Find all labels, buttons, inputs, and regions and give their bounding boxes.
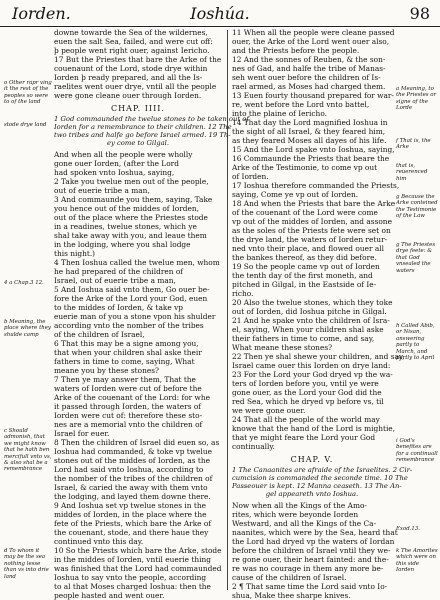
verse-line: ned vnto their place, and flowed ouer all (232, 244, 384, 253)
verse-line: the bankes thereof, as they did before. (232, 253, 377, 262)
verse-line: What meane these stones? (232, 343, 333, 352)
verse-line: to al that Moses charged Ioshua: then the (54, 582, 211, 591)
verse-line: the Lord had dryed vp the waters of Iordan (232, 537, 395, 546)
argument-line: 1 God commaunded the twelue stones to be taken out of (54, 115, 249, 123)
verse-line: red Sea, which he dryed vp before vs, til (232, 397, 384, 406)
verse-line: 10 So the Priests which bare the Arke, stode (54, 546, 222, 555)
verse-line: continually. (232, 442, 275, 451)
verse-line: the lodging, and layed them downe there. (54, 492, 211, 501)
verse-line: nes are a memorial vnto the children of (54, 420, 203, 429)
verse-line: And when all the people were wholly (54, 150, 193, 159)
margin-note: i God's benefites are for a continuall remembrance (396, 438, 438, 464)
verse-line: 8 Then the children of Israel did euen so, as (54, 438, 220, 447)
left-column-text-a (54, 28, 222, 100)
verse-line: continued vnto this day. (54, 537, 144, 546)
margin-note: 4 a Chap.3 12. (4, 280, 44, 286)
argument-line: gel appeareth vnto Ioshua. (265, 490, 359, 498)
verse-line: 3 And commaunde you them, saying, Take (54, 195, 213, 204)
verse-line: 13 Euen fourty thousand prepared for war- (232, 91, 394, 100)
margin-reference: Exod.13. (396, 526, 420, 532)
verse-line: 5 And Ioshua said vnto them, Go ouer be- (54, 285, 210, 294)
verse-line: shal take away with you, and leaue them (54, 231, 207, 240)
verse-line: 4 Then Ioshua called the twelue men, whom (54, 258, 220, 267)
right-margin-notes (396, 28, 438, 594)
verse-line: richo. (232, 289, 254, 298)
margin-note: d To whom it may be the sea nothing lesse than vs into drie land (4, 548, 49, 580)
verse-line: gone ouer, as the Lord your God did the (232, 388, 382, 397)
verse-line: shua, Make thee sharpe knives. (232, 591, 351, 600)
verse-line: fathers in time to come, saying, What (54, 357, 195, 366)
verse-line: it passed through Iorden, the waters of (54, 402, 202, 411)
verse-line: before the children of Israel vntil they we- (232, 546, 391, 555)
chapter-heading-4: CHAP. IIII. (111, 104, 165, 113)
verse-line: 17 But the Priestes that bare the Arke of the (54, 55, 222, 64)
verse-line: 16 Commaunde the Priests that beare the (232, 154, 390, 163)
verse-line: to the middes of Iorden, & take vp (54, 303, 183, 312)
verse-line: euerie man of you a stone vpon his shulder (54, 312, 216, 321)
verse-line: downe towarde the Sea of the wildernes, (54, 28, 208, 37)
verse-line: stones out of the middes of Iorden, as the (54, 456, 211, 465)
verse-line: of Iorden. (232, 172, 269, 181)
verse-line: 19 So the people came vp out of Iorden (232, 262, 380, 271)
verse-line: of the children of Israel, (54, 330, 145, 339)
verse-line: meane you by these stones? (54, 366, 159, 375)
verse-line: knowe that the hand of the Lord is mightie, (232, 424, 396, 433)
verse-line: was finished that the Lord had commaunded (54, 564, 222, 573)
verse-line: re, went before the Lord vnto battel, (232, 100, 370, 109)
chapter-5-argument (232, 466, 413, 498)
verse-line: couenaunt of the Lord, stode drye within (54, 64, 208, 73)
verse-line: nes of Gad, and halfe the tribe of Manas- (232, 64, 386, 73)
verse-line: you hence out of the middes of Iorden, (54, 204, 200, 213)
verse-line: that when your children shal aske their (54, 348, 202, 357)
argument-line: ey come to Gilgal. (106, 139, 170, 147)
verse-line: Israel for euer. (54, 429, 110, 438)
verse-line: rael armed, as Moses had charged them. (232, 82, 386, 91)
verse-line: 20 Also the twelue stones, which they toke (232, 298, 393, 307)
verse-line: re was no courage in them any more be- (232, 564, 384, 573)
verse-line: in the lodging, where you shal lodge (54, 240, 191, 249)
verse-line: Westward, and all the Kings of the Ca- (232, 519, 377, 528)
verse-line: 12 And the sonnes of Reuben, & the son- (232, 55, 386, 64)
verse-line: cause of the children of Israel. (232, 573, 347, 582)
verse-line: fore the Arke of the Lord your God, euen (54, 294, 208, 303)
verse-line: Israel, & caried the away with them vnto (54, 483, 208, 492)
verse-line: naanites, which were by the Sea, heard that (232, 528, 398, 537)
verse-line: 21 And he spake vnto the children of Isra- (232, 316, 390, 325)
verse-line: 2 ¶ That same time the Lord said vnto Io- (232, 582, 388, 591)
verse-line: the couenant, stode, and there haue they (54, 528, 209, 537)
verse-line: gone ouer Iorden, (after the Lord (54, 159, 179, 168)
verse-line: 9 And Ioshua set vp twelue stones in the (54, 501, 206, 510)
verse-line: the drye land, the waters of Iorden retur- (232, 235, 388, 244)
verse-line: of the couenant of the Lord were come (232, 208, 378, 217)
margin-note: c Should admonish, that we might know that he hath ben mercifull vnto vs, & also shal be a remembrance (4, 428, 52, 473)
verse-line: 18 And when the Priests that bare the Arke (232, 199, 396, 208)
verse-line: el, saying, When your children shal aske (232, 325, 384, 334)
verse-line: according vnto the nomber of the tribes (54, 321, 204, 330)
chapter-4-argument (54, 115, 249, 147)
right-column-text-b (232, 501, 398, 600)
verse-line: rites, which were beyonde Iorden (232, 510, 359, 519)
verse-line: middes of Iorden, in the place where the (54, 510, 207, 519)
right-column-text-a (232, 28, 405, 451)
left-column-text-b (54, 150, 222, 600)
argument-line: Iorden for a remembrance to their children. 12 The (54, 123, 232, 131)
verse-line: Now when all the Kings of the Amo- (232, 501, 367, 510)
verse-line: as they feared Moses all dayes of his life. (232, 136, 387, 145)
verse-line: 23 For the Lord your God dryed vp the wa- (232, 370, 393, 379)
verse-line: and the Priests before the people. (232, 46, 360, 55)
verse-line: 22 Then ye shal shewe your children, and say, (232, 352, 405, 361)
running-header (0, 4, 440, 27)
verse-line: 17 Ioshua therefore commanded the Priests, (232, 181, 400, 190)
verse-line: as the soles of the Priests fete were set on (232, 226, 391, 235)
margin-note: that is, reuerenced him (396, 163, 428, 182)
verse-line: 2 Take you twelue men out of the people, (54, 177, 209, 186)
margin-note: h Called Abib, or Nisan, answering partly to March, and partly to April (396, 323, 435, 362)
verse-line: 24 That all the people of the world may (232, 415, 380, 424)
verse-line: were gone cleane ouer through Iorden. (54, 91, 202, 100)
verse-line: in a readines, twelue stones, which ye (54, 222, 197, 231)
argument-line: cumcision is commanded the seconde time. 10 The (232, 474, 408, 482)
verse-line: vp out of the middes of Iorden, and assone (232, 217, 392, 226)
verse-line: had spoken vnto Ioshua, saying, (54, 168, 175, 177)
margin-note: g The Priestes drye feete: & that God vnsealed the waters (396, 242, 436, 274)
verse-line: he had prepared of the children of (54, 267, 184, 276)
verse-line: 6 That this may be a signe among you, (54, 339, 199, 348)
verse-line: þ people went right ouer, against Iericho. (54, 46, 210, 55)
verse-line: saying, Come ye vp out of Iorden. (232, 190, 359, 199)
verse-line: out of euerie tribe a man, (54, 186, 150, 195)
verse-line: in the middes of Iorden, vntil euerie thing (54, 555, 211, 564)
verse-line: 11 When all the people were cleane passed (232, 28, 395, 37)
verse-line: Israel, out of euerie tribe a man, (54, 276, 176, 285)
verse-line: this night.) (54, 249, 96, 258)
verse-line: Iorden þ ready prepared, and all the Is- (54, 73, 203, 82)
verse-line: Ioshua to say vnto the people, according (54, 573, 207, 582)
verse-line: pitched in Gilgal, in the Eastside of Ie- (232, 280, 377, 289)
verse-line: Arke of the Testimonie, to come vp out (232, 163, 378, 172)
verse-line: 7 Then ye may answer them, That the (54, 375, 196, 384)
margin-note: b Meaning, the place where they shulde camp (4, 319, 51, 338)
verse-line: euen the salt Sea, failed, and were cut off: (54, 37, 213, 46)
verse-line: that ye might feare the Lord your God (232, 433, 376, 442)
chapter-heading-5: CHAP. V. (290, 455, 334, 464)
verse-line: their fathers in time to come, and say, (232, 334, 375, 343)
margin-note: g Because the Arke conteined the Testimonie of the Law (396, 194, 438, 220)
verse-line: fete of the Priests, which bare the Arke of (54, 519, 212, 528)
left-column (54, 28, 249, 600)
margin-note: a Meaning, to the Priestes or signe of the Lorde (396, 86, 437, 112)
verse-line: people hasted and went ouer. (54, 591, 165, 600)
verse-line: re gone ouer, their heart fainted: and the- (232, 555, 389, 564)
verse-line: Lord had said vnto Ioshua, according to (54, 465, 204, 474)
header-left: Iorden. (12, 4, 71, 23)
left-margin-notes (4, 28, 52, 594)
verse-line: Arke of the couenant of the Lord: for whe (54, 393, 211, 402)
margin-note: k The Amorites which were on this side Iorden (396, 548, 438, 574)
page-body (0, 28, 440, 600)
verse-line: out of Iorden, did Ioshua pitche in Gilgal. (232, 307, 387, 316)
verse-line: out of the place where the Priestes stode (54, 213, 208, 222)
verse-line: Ioshua had commanded, & toke vp twelue (54, 447, 212, 456)
verse-line: Iorden were cut of: therefore these sto- (54, 411, 203, 420)
verse-line: into the plaine of Iericho. (232, 109, 327, 118)
argument-line: Passeouer is kept. 12 Manna ceaseth. 13 The An- (232, 482, 402, 490)
verse-line: raelites went ouer drye, vntil all the people (54, 82, 217, 91)
margin-note: f That is, the Arke (396, 138, 431, 151)
margin-note: o Other rapr ving it the rest of the peoples so were to of the land (4, 80, 52, 106)
verse-line: 15 And the Lord spake vnto Ioshua, saying, (232, 145, 395, 154)
argument-line: 1 The Canaanites are afraide of the Israelites. 2 Cir- (232, 466, 413, 474)
verse-line: we were gone ouer. (232, 406, 306, 415)
verse-line: the nomber of the tribes of the children of (54, 474, 213, 483)
verse-line: ouer, the Arke of the Lord went ouer also, (232, 37, 390, 46)
margin-note: stode drye land (4, 122, 47, 128)
verse-line: seh went ouer before the children of Is- (232, 73, 381, 82)
verse-line: Israel came ouer this Iorden on drye land: (232, 361, 391, 370)
verse-line: 14 That day the Lord magnified Ioshua in (232, 118, 388, 127)
verse-line: ters of Iorden before you, vntil ye were (232, 379, 379, 388)
argument-line: two tribes and halfe go before Israel armed. 19 Th- (54, 131, 231, 139)
header-center-title: Ioshúa. (190, 4, 250, 23)
page-number: 98 (409, 4, 430, 23)
verse-line: the tenth day of the first moneth, and (232, 271, 373, 280)
verse-line: the sight of all Israel, & they feared him, (232, 127, 386, 136)
verse-line: waters of Iorden were cut of before the (54, 384, 202, 393)
